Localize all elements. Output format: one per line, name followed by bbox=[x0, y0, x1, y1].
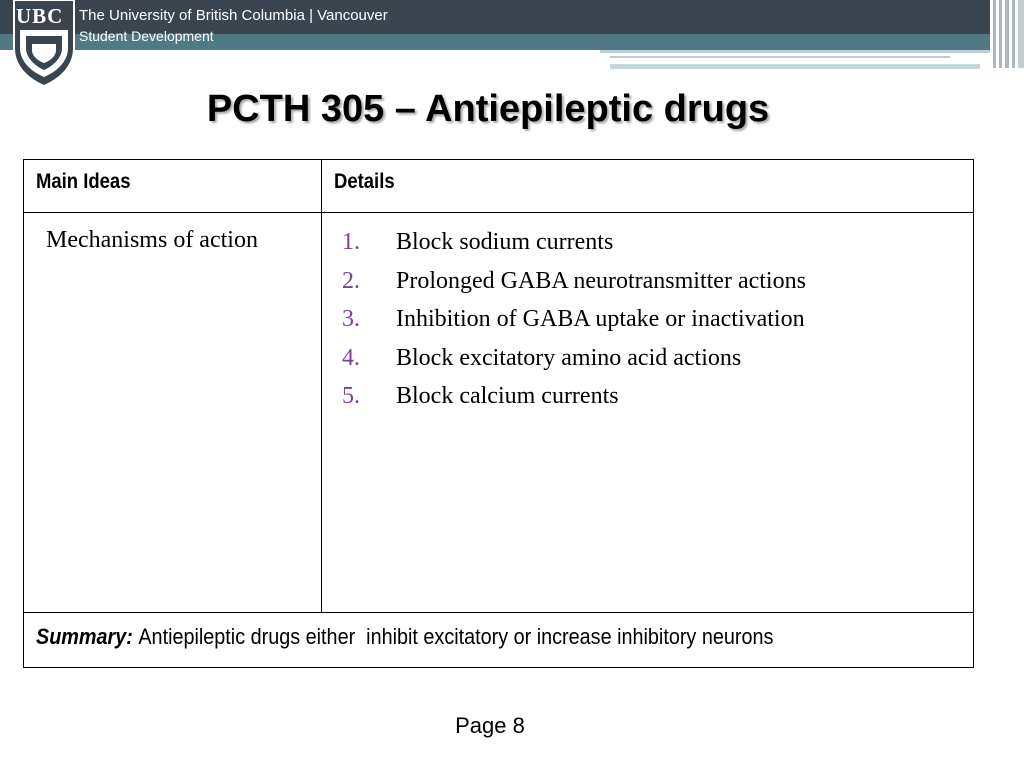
list-text: Prolonged GABA neurotransmitter actions bbox=[396, 267, 806, 294]
summary-label: Summary: bbox=[36, 624, 139, 649]
summary-cell bbox=[24, 613, 974, 668]
list-text: Block calcium currents bbox=[396, 383, 619, 409]
header-strip bbox=[610, 64, 980, 69]
notes-table bbox=[23, 159, 974, 668]
header-vbar bbox=[1005, 0, 1009, 68]
list-item bbox=[342, 223, 973, 262]
header-vbar bbox=[999, 0, 1002, 68]
list-number: 2. bbox=[342, 267, 360, 294]
header-vbar bbox=[1018, 0, 1024, 68]
unit-name: Student Development bbox=[79, 28, 214, 44]
summary-row bbox=[24, 613, 974, 668]
list-text: Block sodium currents bbox=[396, 229, 614, 255]
slide-title: PCTH 305 – Antiepileptic drugs bbox=[206, 88, 770, 130]
header-strip bbox=[610, 56, 950, 58]
header-vbar bbox=[1012, 0, 1015, 68]
list-item bbox=[342, 377, 973, 416]
table-header-row bbox=[24, 160, 974, 213]
page-number: Page 8 bbox=[455, 713, 525, 738]
ubc-logo-text: UBC bbox=[16, 4, 64, 28]
summary-text: Antiepileptic drugs either inhibit excitatory or increase inhibitory neurons bbox=[138, 624, 774, 649]
list-text: Block excitatory amino acid actions bbox=[396, 344, 742, 371]
details-cell bbox=[322, 213, 974, 613]
header-strip bbox=[600, 50, 990, 53]
list-number: 4. bbox=[342, 344, 360, 371]
list-item bbox=[342, 300, 973, 339]
header-details: Details bbox=[322, 160, 974, 213]
header-vbar bbox=[993, 0, 996, 68]
list-text: Inhibition of GABA uptake or inactivation bbox=[396, 306, 805, 332]
university-name: The University of British Columbia | Vancouver bbox=[79, 7, 388, 24]
list-item bbox=[342, 339, 973, 378]
list-number: 1. bbox=[342, 229, 360, 255]
table-row bbox=[24, 213, 974, 613]
list-item bbox=[342, 262, 973, 301]
main-idea-cell: Mechanisms of action bbox=[24, 213, 322, 613]
list-number: 5. bbox=[342, 383, 360, 409]
header-main-ideas: Main Ideas bbox=[24, 160, 322, 213]
list-number: 3. bbox=[342, 306, 360, 332]
